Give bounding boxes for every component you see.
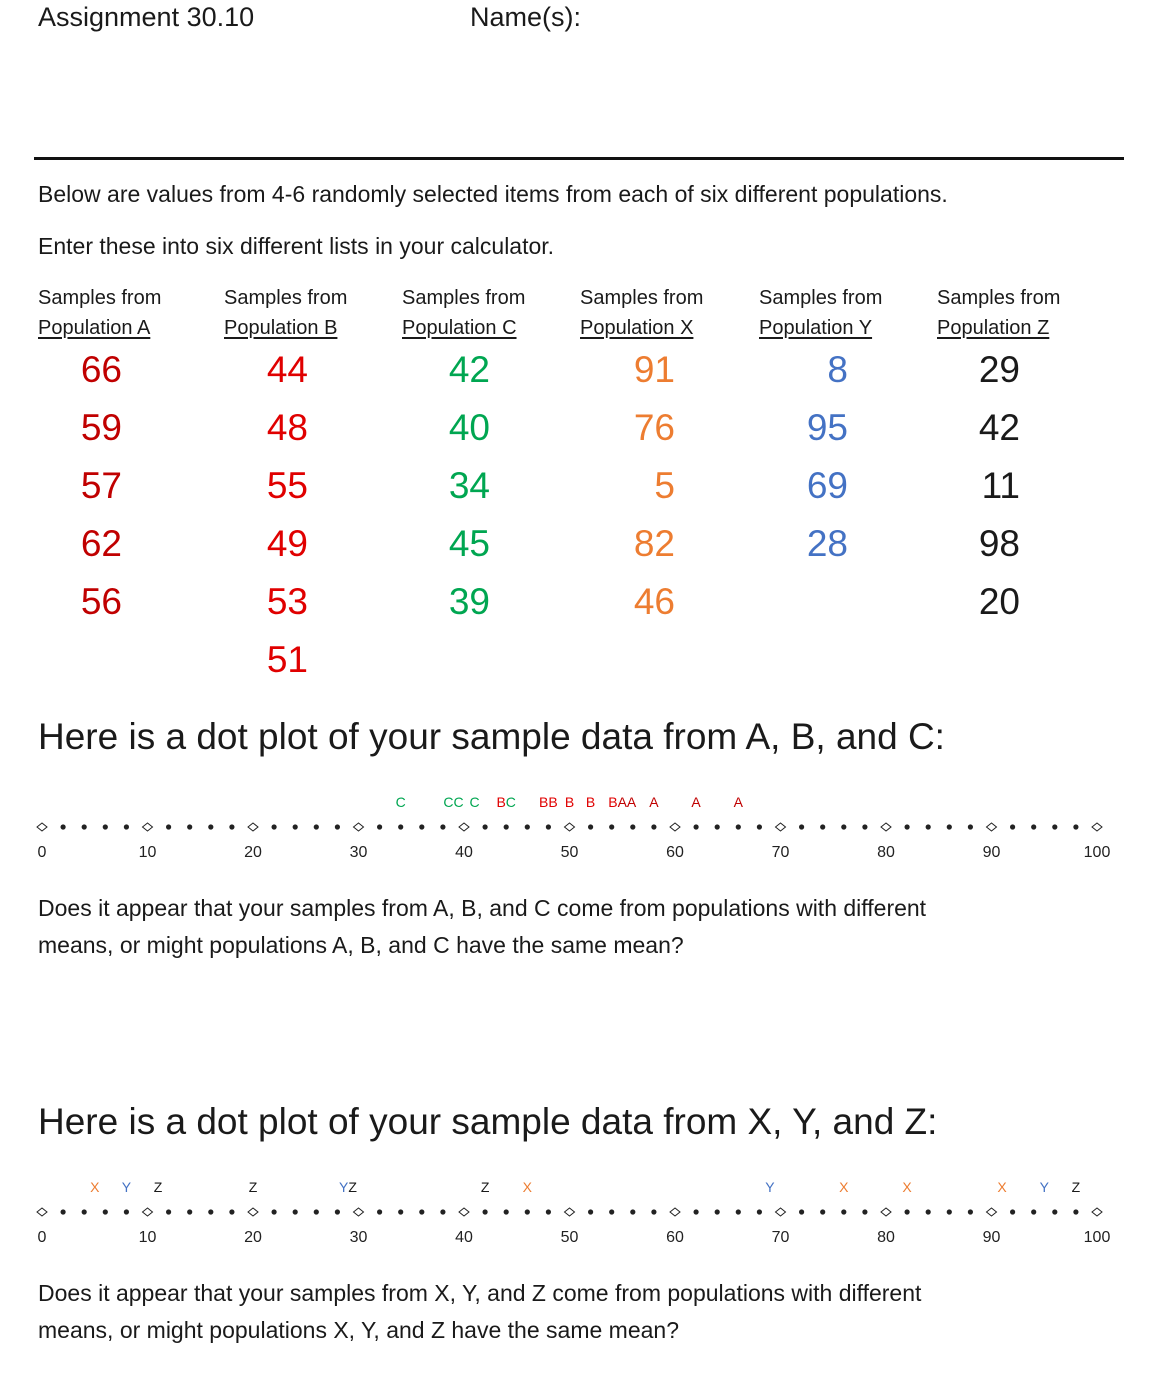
sample-value-a: 66 <box>80 349 122 390</box>
tick-label: 80 <box>877 1229 895 1246</box>
axis-dot <box>1031 824 1036 829</box>
axis-dot <box>736 1209 741 1214</box>
data-label: BB <box>539 794 558 810</box>
axis-dot <box>293 824 298 829</box>
column-header-line1: Samples from <box>937 287 1061 309</box>
axis-dot <box>757 824 762 829</box>
axis-dot <box>525 824 530 829</box>
tick-label: 60 <box>666 1229 684 1246</box>
axis-tick-mark <box>459 1208 469 1216</box>
axis-dot <box>61 1209 66 1214</box>
axis-dot <box>377 824 382 829</box>
axis-tick-mark <box>881 823 891 831</box>
axis-dot <box>905 824 910 829</box>
axis-dot <box>124 1209 129 1214</box>
tick-label: 40 <box>455 1229 473 1246</box>
sample-value-y: 8 <box>827 349 848 390</box>
plot-xyz-question-1: Does it appear that your samples from X, Y, and Z come from populations with different <box>38 1280 922 1306</box>
axis-dot <box>820 1209 825 1214</box>
sample-value-b: 44 <box>266 349 308 390</box>
sample-value-z: 42 <box>978 407 1020 448</box>
axis-dot <box>293 1209 298 1214</box>
tick-label: 20 <box>244 844 262 861</box>
axis-dot <box>841 1209 846 1214</box>
axis-dot <box>229 1209 234 1214</box>
column-header-line1: Samples from <box>580 287 704 309</box>
axis-dot <box>947 1209 952 1214</box>
sample-value-a: 62 <box>80 523 122 564</box>
tick-label: 80 <box>877 844 895 861</box>
data-label: A <box>733 794 743 810</box>
axis-dot <box>1073 824 1078 829</box>
column-header-b <box>224 283 347 343</box>
axis-dot <box>609 1209 614 1214</box>
axis-dot <box>103 824 108 829</box>
axis-dot <box>651 824 656 829</box>
sample-value-z: 29 <box>978 349 1020 390</box>
column-header-line1: Samples from <box>759 287 883 309</box>
tick-label: 30 <box>349 844 368 861</box>
column-header-line1: Samples from <box>38 287 162 309</box>
sample-value-a: 57 <box>80 465 122 506</box>
column-header-line2: Population C <box>402 317 517 339</box>
axis-dot <box>841 824 846 829</box>
axis-dot <box>588 1209 593 1214</box>
axis-dot <box>314 824 319 829</box>
axis-tick-mark <box>670 1208 680 1216</box>
axis-dot <box>166 1209 171 1214</box>
axis-dot <box>187 824 192 829</box>
column-header-x <box>580 283 703 343</box>
axis-dot <box>968 1209 973 1214</box>
sample-value-b: 51 <box>266 639 308 680</box>
axis-dot <box>1073 1209 1078 1214</box>
axis-dot <box>1052 1209 1057 1214</box>
dot-plot-xyz <box>0 1170 1176 1250</box>
tick-label: 10 <box>138 1229 157 1246</box>
data-label: X <box>997 1179 1007 1195</box>
axis-tick-mark <box>37 823 47 831</box>
axis-dot <box>398 824 403 829</box>
data-label: BC <box>496 794 516 810</box>
column-header-line2: Population Y <box>759 317 873 339</box>
axis-dot <box>272 824 277 829</box>
sample-value-x: 82 <box>633 523 675 564</box>
axis-dot <box>630 1209 635 1214</box>
tick-label: 90 <box>982 1229 1001 1246</box>
axis-dot <box>335 824 340 829</box>
axis-dot <box>525 1209 530 1214</box>
data-label: Z <box>153 1179 163 1195</box>
tick-label: 0 <box>37 1229 47 1246</box>
tick-label: 0 <box>37 844 47 861</box>
tick-label: 20 <box>244 1229 262 1246</box>
axis-dot <box>588 824 593 829</box>
sample-value-b: 55 <box>266 465 308 506</box>
axis-dot <box>1010 1209 1015 1214</box>
data-label: A <box>691 794 701 810</box>
axis-dot <box>1052 824 1057 829</box>
data-label: BAA <box>608 794 637 810</box>
sample-value-x: 46 <box>633 581 675 622</box>
data-label: YZ <box>338 1179 357 1195</box>
axis-dot <box>926 1209 931 1214</box>
tick-label: 50 <box>560 1229 579 1246</box>
axis-dot <box>483 1209 488 1214</box>
data-label: B <box>585 794 596 810</box>
axis-dot <box>483 824 488 829</box>
axis-dot <box>504 824 509 829</box>
column-header-line2: Population X <box>580 317 694 339</box>
header-divider <box>34 157 1124 160</box>
axis-tick-mark <box>37 1208 47 1216</box>
axis-dot <box>208 1209 213 1214</box>
tick-label: 30 <box>349 1229 368 1246</box>
sample-value-z: 11 <box>981 465 1020 506</box>
column-header-a <box>38 283 161 343</box>
axis-dot <box>419 1209 424 1214</box>
axis-dot <box>630 824 635 829</box>
sample-value-z: 20 <box>978 581 1020 622</box>
data-label: Y <box>121 1179 132 1195</box>
tick-label: 70 <box>771 844 790 861</box>
axis-dot <box>947 824 952 829</box>
axis-dot <box>546 1209 551 1214</box>
data-label: X <box>522 1179 532 1195</box>
data-label: X <box>90 1179 100 1195</box>
tick-label: 90 <box>982 844 1001 861</box>
axis-dot <box>398 1209 403 1214</box>
axis-tick-mark <box>143 823 153 831</box>
axis-dot <box>651 1209 656 1214</box>
axis-tick-mark <box>987 1208 997 1216</box>
axis-dot <box>694 824 699 829</box>
plot-abc-heading: Here is a dot plot of your sample data from A, B, and C: <box>38 716 945 757</box>
assignment-title: Assignment 30.10 <box>38 2 255 32</box>
sample-value-c: 45 <box>448 523 490 564</box>
column-header-line2: Population A <box>38 317 151 339</box>
sample-value-b: 48 <box>266 407 308 448</box>
axis-dot <box>799 824 804 829</box>
dot-plot-abc <box>0 785 1176 865</box>
sample-value-a: 56 <box>80 581 122 622</box>
axis-dot <box>187 1209 192 1214</box>
axis-dot <box>314 1209 319 1214</box>
axis-dot <box>905 1209 910 1214</box>
axis-dot <box>82 824 87 829</box>
data-label: C <box>469 794 480 810</box>
axis-tick-mark <box>354 823 364 831</box>
axis-dot <box>229 824 234 829</box>
axis-dot <box>968 824 973 829</box>
tick-label: 100 <box>1083 1229 1111 1246</box>
column-header-line2: Population B <box>224 317 338 339</box>
data-label: Y <box>1039 1179 1049 1195</box>
axis-dot <box>103 1209 108 1214</box>
plot-xyz-heading: Here is a dot plot of your sample data from X, Y, and Z: <box>38 1101 938 1142</box>
column-header-line1: Samples from <box>402 287 526 309</box>
axis-dot <box>862 824 867 829</box>
names-label: Name(s): <box>470 2 582 32</box>
data-label: CC <box>443 794 464 810</box>
axis-dot <box>61 824 66 829</box>
tick-label: 60 <box>666 844 684 861</box>
column-header-c <box>402 283 525 343</box>
axis-tick-mark <box>143 1208 153 1216</box>
sample-value-x: 91 <box>633 349 675 390</box>
column-header-line1: Samples from <box>224 287 348 309</box>
tick-label: 100 <box>1083 844 1111 861</box>
axis-dot <box>736 824 741 829</box>
axis-tick-mark <box>248 823 258 831</box>
data-label: Z <box>480 1179 490 1195</box>
intro-line-1: Below are values from 4-6 randomly selected items from each of six different populations. <box>38 181 948 207</box>
axis-dot <box>1010 824 1015 829</box>
axis-dot <box>715 824 720 829</box>
axis-dot <box>862 1209 867 1214</box>
sample-value-a: 59 <box>80 407 122 448</box>
data-label: X <box>839 1179 849 1195</box>
sample-value-b: 53 <box>266 581 308 622</box>
data-label: Y <box>765 1179 775 1195</box>
sample-value-x: 5 <box>654 465 675 506</box>
plot-abc-question-2: means, or might populations A, B, and C have the same mean? <box>38 932 684 958</box>
tick-label: 10 <box>138 844 157 861</box>
axis-tick-mark <box>670 823 680 831</box>
data-label: X <box>902 1179 912 1195</box>
axis-dot <box>504 1209 509 1214</box>
data-label: Z <box>1071 1179 1081 1195</box>
axis-dot <box>715 1209 720 1214</box>
sample-value-x: 76 <box>633 407 675 448</box>
axis-dot <box>609 824 614 829</box>
axis-dot <box>757 1209 762 1214</box>
axis-tick-mark <box>565 1208 575 1216</box>
sample-value-y: 69 <box>806 465 848 506</box>
plot-xyz-question-2: means, or might populations X, Y, and Z have the same mean? <box>38 1317 679 1343</box>
axis-dot <box>440 824 445 829</box>
axis-dot <box>799 1209 804 1214</box>
axis-tick-mark <box>354 1208 364 1216</box>
plot-abc-question-1: Does it appear that your samples from A, B, and C come from populations with different <box>38 895 927 921</box>
axis-dot <box>820 824 825 829</box>
sample-value-b: 49 <box>266 523 308 564</box>
axis-tick-mark <box>881 1208 891 1216</box>
data-label: Z <box>248 1179 258 1195</box>
sample-value-c: 39 <box>448 581 490 622</box>
data-label: B <box>564 794 575 810</box>
column-header-line2: Population Z <box>937 317 1050 339</box>
axis-dot <box>440 1209 445 1214</box>
sample-value-c: 42 <box>448 349 490 390</box>
sample-value-c: 34 <box>448 465 490 506</box>
tick-label: 70 <box>771 1229 790 1246</box>
axis-tick-mark <box>1092 823 1102 831</box>
column-header-z <box>937 283 1060 343</box>
axis-tick-mark <box>776 823 786 831</box>
column-header-y <box>759 283 882 343</box>
axis-tick-mark <box>1092 1208 1102 1216</box>
data-label: C <box>395 794 406 810</box>
axis-dot <box>82 1209 87 1214</box>
axis-dot <box>335 1209 340 1214</box>
axis-dot <box>377 1209 382 1214</box>
axis-dot <box>272 1209 277 1214</box>
axis-tick-mark <box>776 1208 786 1216</box>
axis-tick-mark <box>248 1208 258 1216</box>
axis-dot <box>926 824 931 829</box>
axis-tick-mark <box>459 823 469 831</box>
tick-label: 50 <box>560 844 579 861</box>
data-label: A <box>649 794 659 810</box>
sample-value-y: 28 <box>806 523 848 564</box>
sample-value-y: 95 <box>806 407 848 448</box>
sample-value-z: 98 <box>978 523 1020 564</box>
axis-tick-mark <box>987 823 997 831</box>
sample-value-c: 40 <box>448 407 490 448</box>
axis-dot <box>166 824 171 829</box>
axis-dot <box>124 824 129 829</box>
tick-label: 40 <box>455 844 473 861</box>
axis-tick-mark <box>565 823 575 831</box>
axis-dot <box>694 1209 699 1214</box>
axis-dot <box>208 824 213 829</box>
intro-line-2: Enter these into six different lists in your calculator. <box>38 233 555 259</box>
axis-dot <box>546 824 551 829</box>
axis-dot <box>419 824 424 829</box>
axis-dot <box>1031 1209 1036 1214</box>
